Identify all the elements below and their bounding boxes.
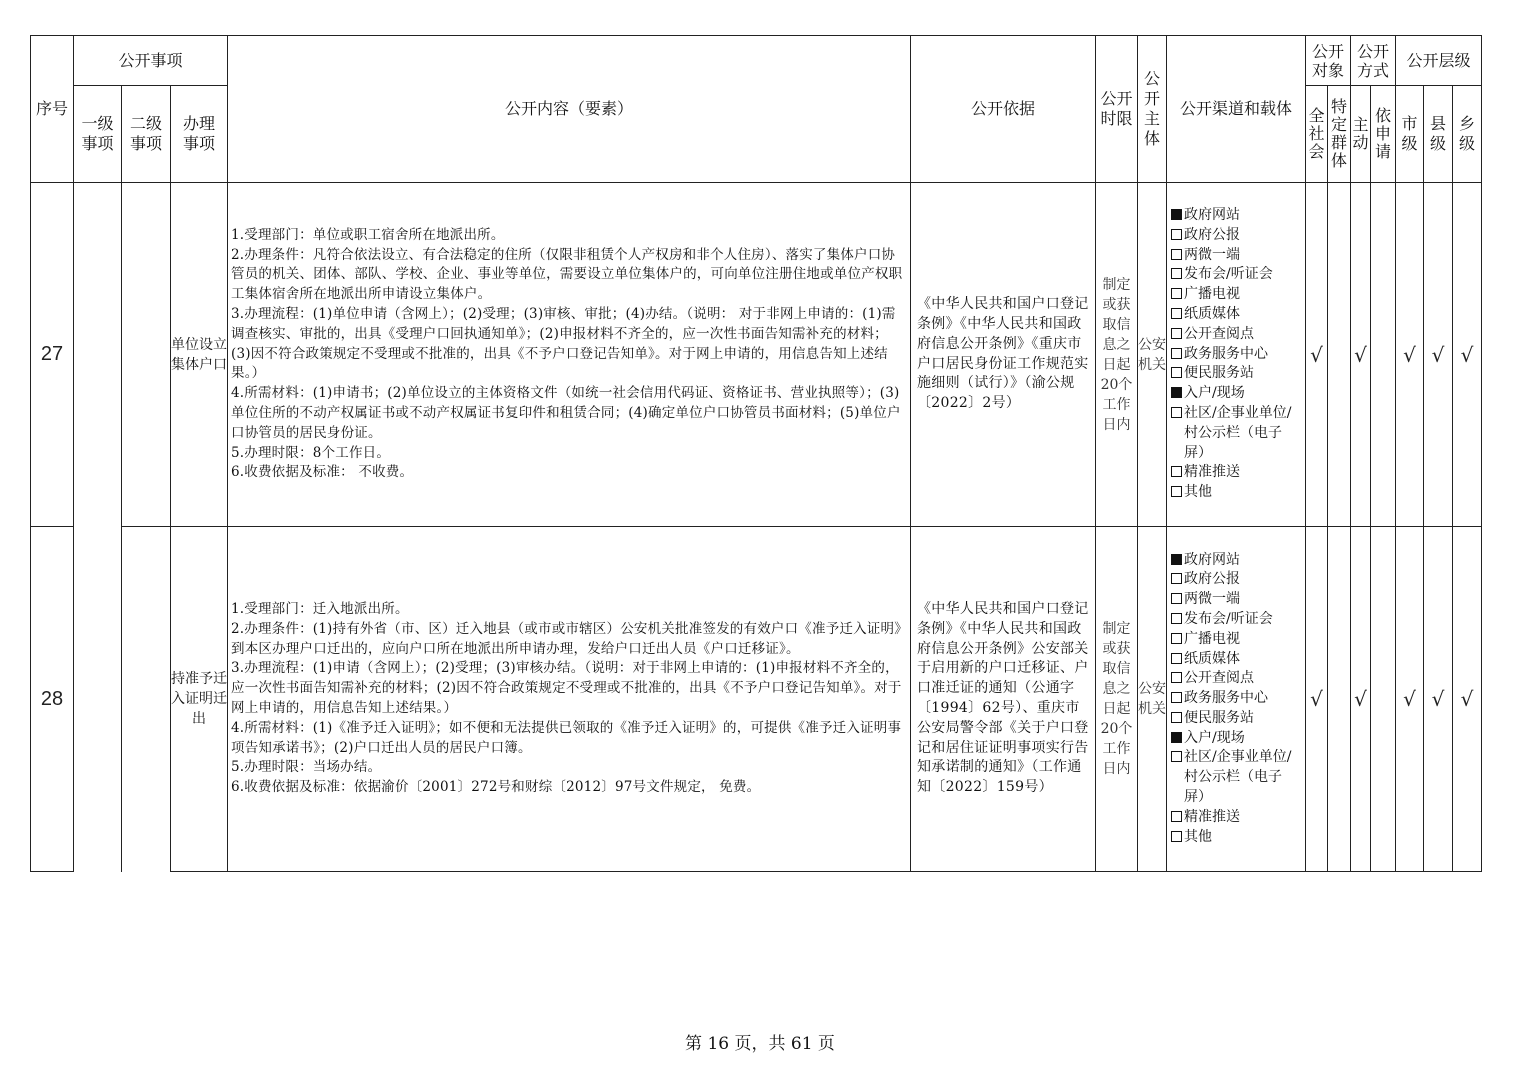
content-line: 2.办理条件：凡符合依法设立、有合法稳定的住所（仅限非租赁个人产权房和非个人住房）、落实了集体户口协管员的机关、团体、部队、学校、企业、事业等单位，需要设立单位集体户的，可向单位注册住地或单位产权职工集体宿舍所在地派出所申请设立集体户。 [231,246,903,303]
lv-county-mark: √ [1424,183,1453,527]
channels-cell [1167,183,1306,527]
page-footer: 第 16 页，共 61 页 [685,1034,835,1054]
header-lv-county: 县 级 [1424,86,1453,183]
channel-item: 入户/现场 [1171,729,1301,749]
header-level1: 一级 事项 [74,86,122,183]
content-line: 3.办理流程：(1)单位申请（含网上）；(2)受理；(3)审核、审批；(4)办结。（说明： 对于非网上申请的：(1)需调查核实、审批的，出具《受理户口回执通知单》；(2)申报材料不齐全的，应一次性书面告知需补充的材料；(3)因不符合政策规定不受理或不批准的，出具《不予户口登记告知单》。对于网上申请的，用信息告知上述结果。） [231,306,896,382]
lv-county-mark: √ [1424,527,1453,872]
channel-item: 入户/现场 [1171,384,1301,404]
basis-cell: 《中华人民共和国户口登记条例》《中华人民共和国政府信息公开条例》《重庆市户口居民身份证工作规范实施细则（试行）》（渝公规〔2022〕2号） [911,183,1096,527]
content-line: 4.所需材料：(1)《准予迁入证明》；如不便和无法提供已领取的《准予迁入证明》的，可提供《准予迁入证明事项告知承诺书》；(2)户口迁出人员的居民户口簿。 [231,719,902,756]
checkbox-checked-icon [1171,554,1182,565]
row-number: 27 [31,183,74,527]
channel-item: 其他 [1171,828,1301,848]
checkbox-empty-icon [1171,613,1182,624]
header-handle: 办理 事项 [171,86,228,183]
header-lv-town: 乡 级 [1453,86,1482,183]
header-time-limit: 公开 时限 [1096,36,1138,183]
header-matters: 公开事项 [74,36,228,86]
obj-all-mark: √ [1306,183,1328,527]
checkbox-empty-icon [1171,288,1182,299]
header-basis: 公开依据 [911,36,1096,183]
lv-town-mark: √ [1453,527,1482,872]
content-line: 2.办理条件：(1)持有外省（市、区）迁入地县（或市或市辖区）公安机关批准签发的有效户口《准予迁入证明》到本区办理户口迁出的，应向户口所在地派出所申请办理，发给户口迁出人员《户口迁移证》。 [231,620,902,657]
lv-town-mark: √ [1453,183,1482,527]
channel-item: 其他 [1171,483,1301,503]
checkbox-empty-icon [1171,348,1182,359]
checkbox-empty-icon [1171,573,1182,584]
table-row [31,527,1482,872]
checkbox-empty-icon [1171,308,1182,319]
header-subject: 公 开 主 体 [1138,36,1167,183]
channel-item: 政府公报 [1171,226,1301,246]
channel-item: 广播电视 [1171,285,1301,305]
level2-cell [122,527,171,872]
method-apply-mark [1371,183,1396,527]
header-level2: 二级 事项 [122,86,171,183]
channel-item: 便民服务站 [1171,364,1301,384]
content-line: 5.办理时限：当场办结。 [231,759,382,776]
obj-all-mark: √ [1306,527,1328,872]
checkbox-empty-icon [1171,672,1182,683]
checkbox-empty-icon [1171,407,1182,418]
subject-cell: 公安机关 [1138,183,1167,527]
header-level: 公开层级 [1396,36,1482,86]
checkbox-empty-icon [1171,751,1182,762]
row-number: 28 [31,527,74,872]
content-line: 5.办理时限：8个工作日。 [231,444,391,461]
checkbox-empty-icon [1171,831,1182,842]
handle-item: 持准予迁入证明迁出 [171,527,228,872]
channel-item: 政府网站 [1171,206,1301,226]
checkbox-checked-icon [1171,387,1182,398]
time-limit-cell: 制定或获取信息之日起20个工作日内 [1096,527,1138,872]
channel-item: 发布会/听证会 [1171,265,1301,285]
header-content: 公开内容（要素） [228,36,911,183]
handle-item: 单位设立集体户口 [171,183,228,527]
content-line: 1.受理部门：迁入地派出所。 [231,601,409,618]
header-obj-specific: 特 定 群 体 [1328,86,1351,183]
obj-specific-mark [1328,183,1351,527]
content-cell [228,527,911,872]
checkbox-empty-icon [1171,229,1182,240]
channel-item: 两微一端 [1171,246,1301,266]
method-active-mark: √ [1351,183,1371,527]
checkbox-checked-icon [1171,732,1182,743]
header-lv-city: 市 级 [1396,86,1424,183]
content-line: 1.受理部门：单位或职工宿舍所在地派出所。 [231,226,505,243]
content-line: 6.收费依据及标准：依据渝价〔2001〕272号和财综〔2012〕97号文件规定， 免费。 [231,779,761,796]
header-obj-all: 全 社 会 [1306,86,1328,183]
channel-item: 社区/企事业单位/村公示栏（电子屏） [1171,404,1301,463]
checkbox-empty-icon [1171,249,1182,260]
channel-item: 两微一端 [1171,590,1301,610]
channel-item: 社区/企事业单位/村公示栏（电子屏） [1171,748,1301,807]
checkbox-empty-icon [1171,367,1182,378]
content-cell [228,183,911,527]
method-active-mark: √ [1351,527,1371,872]
channels-cell [1167,527,1306,872]
header-method-apply: 依 申 请 [1371,86,1396,183]
checkbox-empty-icon [1171,712,1182,723]
channel-item: 便民服务站 [1171,709,1301,729]
checkbox-empty-icon [1171,811,1182,822]
channel-item: 公开查阅点 [1171,669,1301,689]
channel-item: 政府网站 [1171,551,1301,571]
content-line: 4.所需材料：(1)申请书；(2)单位设立的主体资格文件（如统一社会信用代码证、资格证书、营业执照等）；(3)单位住所的不动产权属证书或不动产权属证书复印件和租赁合同；(4)确定单位户口协管员书面材料；(5)单位户口协管员的居民身份证。 [231,385,901,441]
channel-item: 精准推送 [1171,808,1301,828]
channel-item: 精准推送 [1171,463,1301,483]
channel-item: 政务服务中心 [1171,345,1301,365]
channel-item: 纸质媒体 [1171,305,1301,325]
channel-item: 发布会/听证会 [1171,610,1301,630]
channel-item: 纸质媒体 [1171,650,1301,670]
checkbox-empty-icon [1171,466,1182,477]
checkbox-empty-icon [1171,328,1182,339]
header-channels: 公开渠道和载体 [1167,36,1306,183]
channel-item: 政府公报 [1171,570,1301,590]
checkbox-empty-icon [1171,268,1182,279]
obj-specific-mark [1328,527,1351,872]
channel-item: 公开查阅点 [1171,325,1301,345]
checkbox-empty-icon [1171,633,1182,644]
header-method-active: 主 动 [1351,86,1371,183]
checkbox-empty-icon [1171,486,1182,497]
time-limit-cell: 制定或获取信息之日起20个工作日内 [1096,183,1138,527]
level2-cell [122,183,171,527]
basis-cell: 《中华人民共和国户口登记条例》《中华人民共和国政府信息公开条例》公安部关于启用新的户口迁移证、户口准迁证的通知（公通字〔1994〕62号）、重庆市公安局警令部《关于户口登记和居住证证明事项实行告知承诺制的通知》（工作通知〔2022〕159号） [911,527,1096,872]
level1-cell [74,183,122,872]
lv-city-mark: √ [1396,527,1424,872]
checkbox-empty-icon [1171,692,1182,703]
checkbox-empty-icon [1171,653,1182,664]
checkbox-checked-icon [1171,209,1182,220]
content-line: 6.收费依据及标准： 不收费。 [231,464,414,481]
header-object: 公开 对象 [1306,36,1351,86]
disclosure-table [30,35,1482,872]
checkbox-empty-icon [1171,593,1182,604]
channel-item: 广播电视 [1171,630,1301,650]
channel-item: 政务服务中心 [1171,689,1301,709]
subject-cell: 公安机关 [1138,527,1167,872]
header-seq: 序号 [31,36,74,183]
method-apply-mark [1371,527,1396,872]
content-line: 3.办理流程：(1)申请（含网上）；(2)受理；(3)审核办结。（说明：对于非网上申请的：(1)申报材料不齐全的，应一次性书面告知需补充的材料；(2)因不符合政策规定不受理或不批准的，出具《不予户口登记告知单》。对于网上申请的，用信息告知上述结果。） [231,660,902,716]
lv-city-mark: √ [1396,183,1424,527]
header-method: 公开 方式 [1351,36,1396,86]
table-row [31,183,1482,527]
